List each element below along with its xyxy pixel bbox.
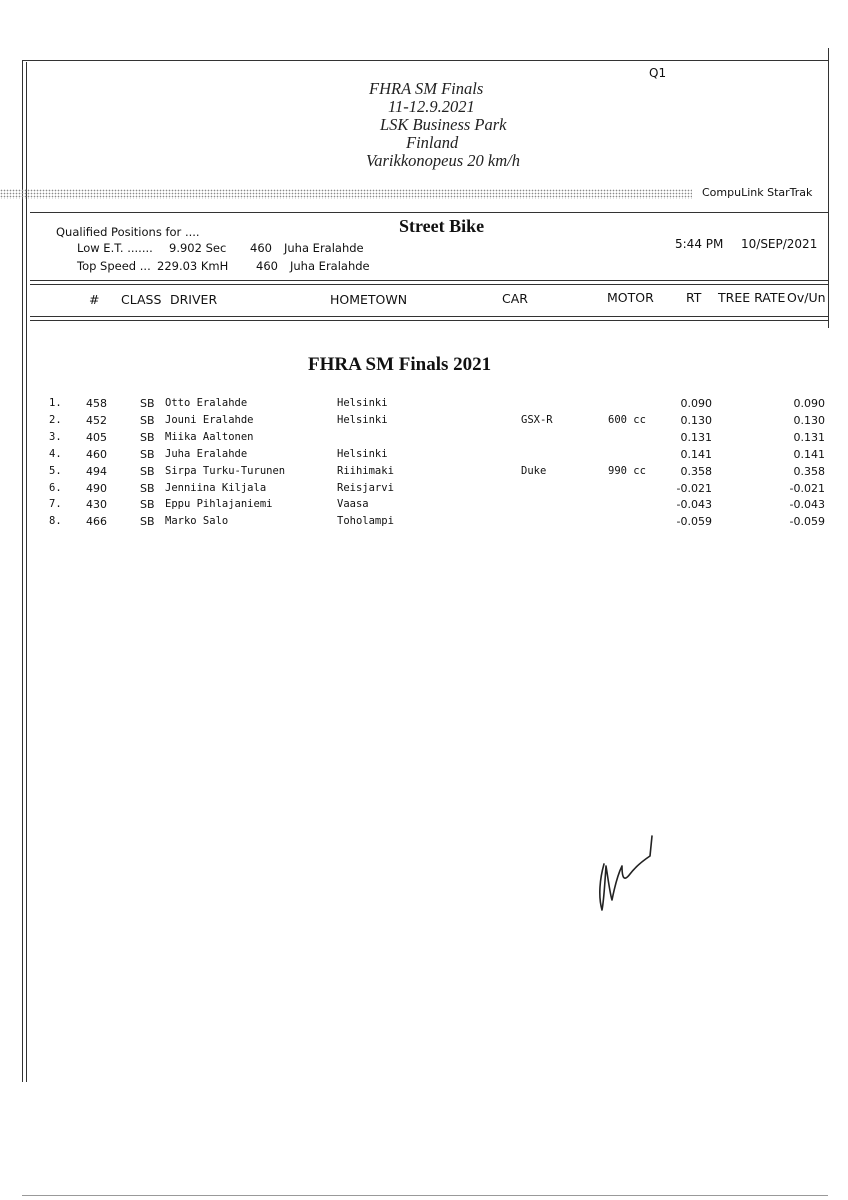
- row-driver: Eppu Pihlajaniemi: [165, 498, 273, 511]
- row-number: 405: [86, 430, 107, 444]
- row-ov-un: 0.141: [793, 447, 825, 461]
- table-row: [0, 498, 848, 515]
- col-ov-un: Ov/Un: [787, 290, 826, 305]
- row-hometown: Riihimaki: [337, 464, 394, 477]
- top-speed-name: Juha Eralahde: [290, 259, 370, 273]
- row-hometown: Helsinki: [337, 397, 388, 409]
- event-header: [300, 80, 600, 170]
- handwritten-signature: [592, 830, 662, 914]
- system-label: CompuLink StarTrak: [702, 186, 813, 199]
- row-ov-un: -0.021: [789, 481, 825, 495]
- row-class: SB: [140, 413, 155, 427]
- row-class: SB: [140, 498, 155, 512]
- row-class: SB: [140, 515, 155, 529]
- row-car: GSX-R: [521, 413, 553, 426]
- row-rt: -0.043: [676, 498, 712, 512]
- row-driver: Jouni Eralahde: [165, 413, 254, 426]
- col-num: #: [89, 292, 100, 307]
- top-border: [22, 60, 828, 61]
- row-ov-un: 0.130: [793, 413, 825, 427]
- row-driver: Miika Aaltonen: [165, 430, 254, 443]
- row-motor: 600 cc: [608, 413, 646, 426]
- row-position: 4.: [49, 447, 62, 460]
- row-motor: 990 cc: [608, 464, 646, 477]
- row-rt: 0.131: [680, 430, 712, 444]
- bottom-border: [22, 1195, 828, 1196]
- row-ov-un: 0.131: [793, 430, 825, 444]
- row-number: 430: [86, 498, 107, 512]
- category-title: Street Bike: [399, 216, 485, 236]
- row-class: SB: [140, 397, 155, 410]
- row-driver: Sirpa Turku-Turunen: [165, 464, 286, 477]
- row-rt: 0.141: [680, 447, 712, 461]
- row-ov-un: 0.090: [793, 397, 825, 410]
- row-class: SB: [140, 481, 155, 495]
- row-ov-un: -0.059: [789, 515, 825, 529]
- top-speed-number: 460: [256, 259, 278, 273]
- event-dates: 11-12.9.2021: [388, 97, 475, 116]
- header-rule-1: [30, 212, 828, 213]
- row-ov-un: -0.043: [789, 498, 825, 512]
- top-speed-label: Top Speed ...: [77, 259, 151, 273]
- row-position: 2.: [49, 413, 62, 426]
- table-row: [0, 431, 848, 448]
- row-hometown: Helsinki: [337, 413, 388, 426]
- row-hometown: Toholampi: [337, 515, 394, 528]
- row-position: 8.: [49, 515, 62, 528]
- table-row: [0, 515, 848, 532]
- low-et-value: 9.902 Sec: [169, 241, 227, 255]
- row-position: 1.: [49, 397, 62, 409]
- row-driver: Jenniina Kiljala: [165, 481, 267, 494]
- row-position: 5.: [49, 464, 62, 477]
- left-border-inner: [26, 62, 27, 1082]
- page-id: Q1: [649, 66, 667, 80]
- col-hometown: HOMETOWN: [330, 292, 408, 307]
- report-time: 5:44 PM: [675, 237, 724, 251]
- row-driver: Juha Eralahde: [165, 447, 248, 460]
- report-date: 10/SEP/2021: [741, 237, 818, 251]
- table-row: [0, 448, 848, 465]
- table-row: [0, 414, 848, 431]
- row-rt: -0.021: [676, 481, 712, 495]
- col-tree-rate: TREE RATE: [718, 290, 786, 305]
- col-class: CLASS: [121, 292, 162, 307]
- table-row: [0, 482, 848, 499]
- header-rule-2: [30, 280, 828, 281]
- row-class: SB: [140, 430, 155, 444]
- right-border: [828, 48, 829, 328]
- row-position: 7.: [49, 498, 62, 511]
- dotted-separator: [0, 189, 692, 199]
- low-et-number: 460: [250, 241, 272, 255]
- col-car: CAR: [502, 291, 528, 306]
- low-et-name: Juha Eralahde: [284, 241, 364, 255]
- row-ov-un: 0.358: [793, 464, 825, 478]
- row-car: Duke: [521, 464, 547, 477]
- row-position: 6.: [49, 481, 62, 494]
- top-speed-value: 229.03 KmH: [157, 259, 229, 273]
- row-driver: Otto Eralahde: [165, 397, 248, 409]
- event-venue: LSK Business Park: [380, 115, 507, 134]
- header-rule-5: [30, 320, 828, 321]
- header-rule-4: [30, 316, 828, 317]
- event-pit-speed: Varikkonopeus 20 km/h: [366, 151, 520, 170]
- row-rt: 0.130: [680, 413, 712, 427]
- qualified-label: Qualified Positions for ....: [56, 225, 200, 239]
- results-title: FHRA SM Finals 2021: [308, 354, 492, 375]
- row-hometown: Helsinki: [337, 447, 388, 460]
- col-motor: MOTOR: [607, 290, 654, 305]
- row-rt: -0.059: [676, 515, 712, 529]
- row-number: 466: [86, 515, 107, 529]
- row-class: SB: [140, 447, 155, 461]
- header-rule-3: [30, 284, 828, 285]
- col-driver: DRIVER: [170, 292, 218, 307]
- low-et-label: Low E.T. .......: [77, 241, 153, 255]
- row-rt: 0.090: [680, 397, 712, 410]
- row-number: 494: [86, 464, 107, 478]
- table-row: [0, 397, 848, 414]
- row-hometown: Reisjarvi: [337, 481, 394, 494]
- row-position: 3.: [49, 430, 62, 443]
- row-driver: Marko Salo: [165, 515, 229, 528]
- row-number: 460: [86, 447, 107, 461]
- event-title: FHRA SM Finals: [369, 79, 484, 98]
- row-class: SB: [140, 464, 155, 478]
- left-border: [22, 60, 23, 1082]
- col-rt: RT: [686, 290, 702, 305]
- row-hometown: Vaasa: [337, 498, 369, 511]
- row-number: 458: [86, 397, 107, 410]
- event-country: Finland: [406, 133, 459, 152]
- table-row: [0, 465, 848, 482]
- row-number: 452: [86, 413, 107, 427]
- row-rt: 0.358: [680, 464, 712, 478]
- row-number: 490: [86, 481, 107, 495]
